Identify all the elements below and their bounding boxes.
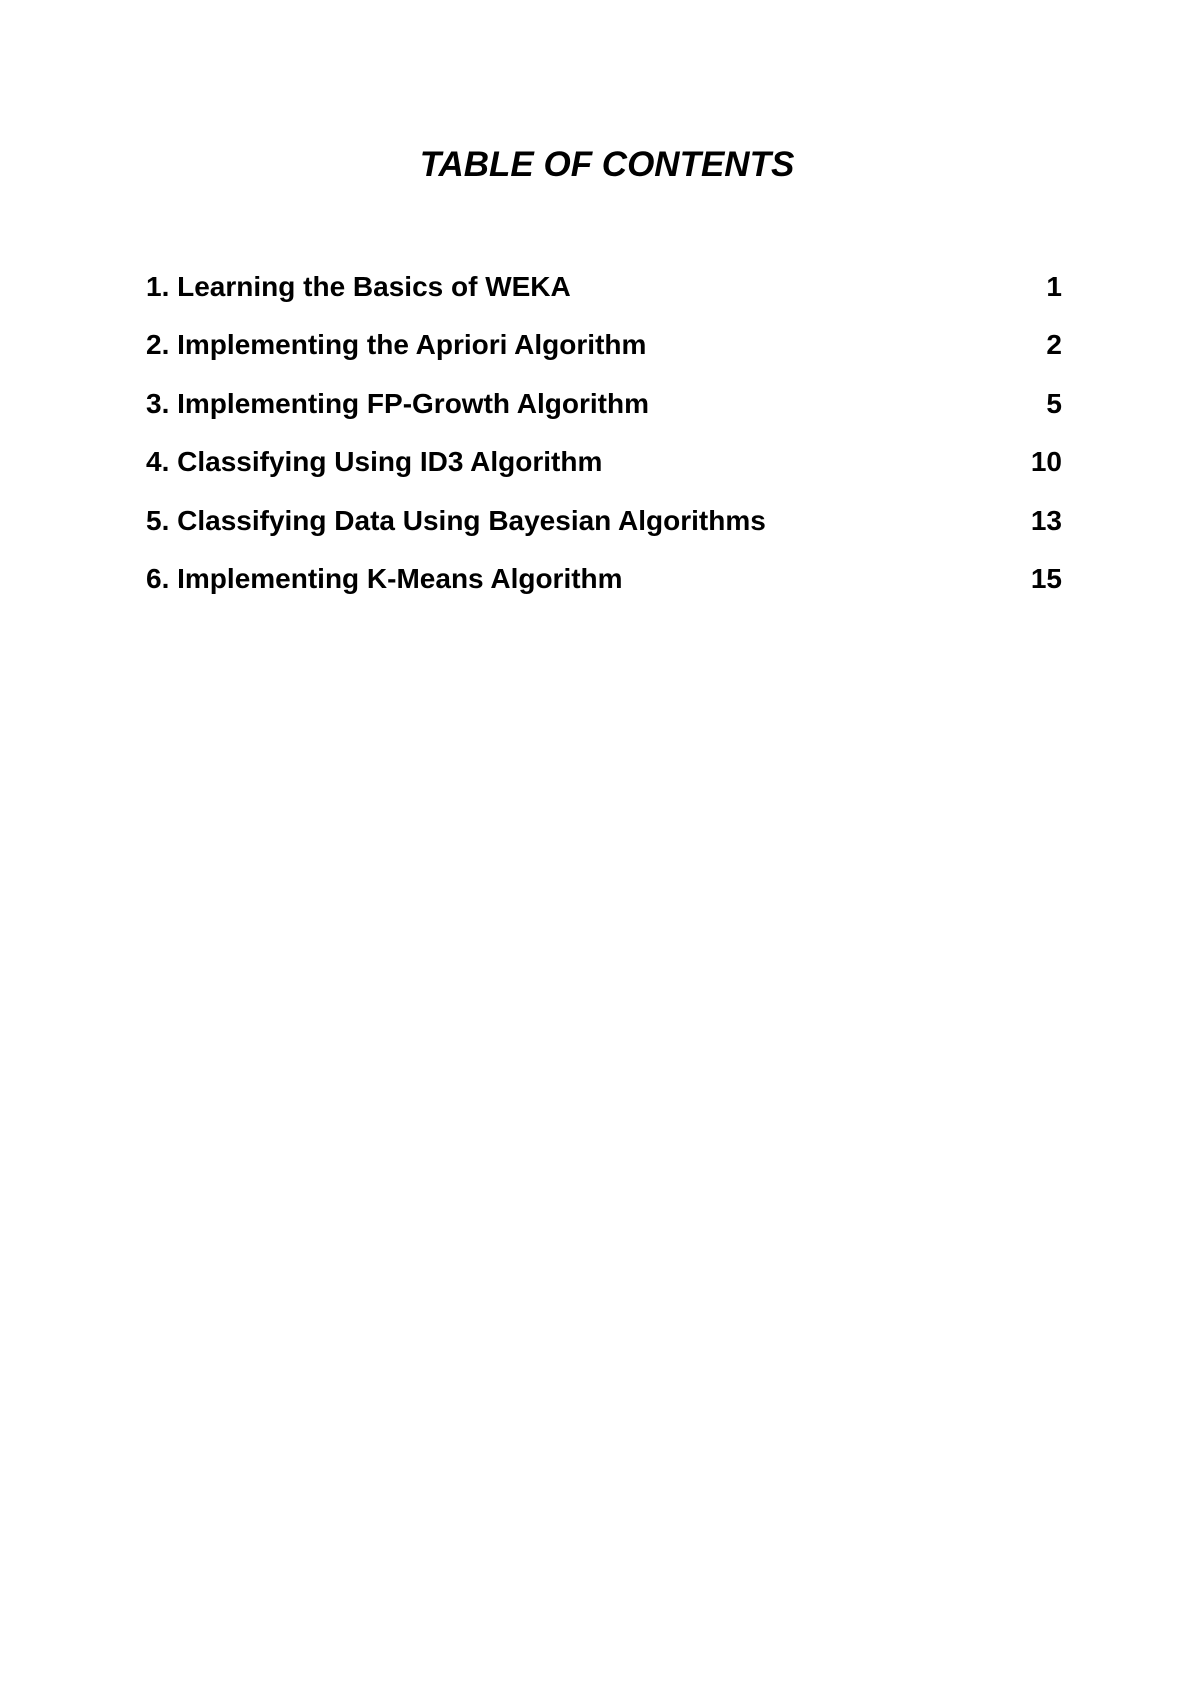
toc-entry-page-number: 1 — [1046, 271, 1062, 302]
toc-entry-title: 6. Implementing K-Means Algorithm — [146, 562, 623, 594]
toc-entry-title: 2. Implementing the Apriori Algorithm — [146, 329, 647, 361]
toc-entry-page-number: 15 — [1030, 562, 1062, 594]
toc-entry-page-number: 13 — [1030, 504, 1062, 536]
toc-entry — [146, 328, 1062, 386]
toc-entry — [146, 445, 1062, 503]
toc-entry — [146, 387, 1062, 445]
toc-entry — [146, 504, 1062, 562]
toc-list — [146, 270, 1062, 620]
toc-entry — [146, 270, 1062, 328]
toc-entry-title: 1. Learning the Basics of WEKA — [146, 271, 571, 302]
toc-entry-page-number: 10 — [1030, 446, 1062, 478]
toc-entry-title: 4. Classifying Using ID3 Algorithm — [146, 446, 603, 478]
toc-entry-title: 3. Implementing FP-Growth Algorithm — [146, 387, 649, 419]
toc-entry-title: 5. Classifying Data Using Bayesian Algorithms — [146, 504, 766, 536]
toc-entry-page-number: 2 — [1046, 329, 1062, 361]
toc-entry — [146, 562, 1062, 620]
page-title: TABLE OF CONTENTS — [419, 145, 795, 184]
toc-entry-page-number: 5 — [1046, 387, 1062, 419]
